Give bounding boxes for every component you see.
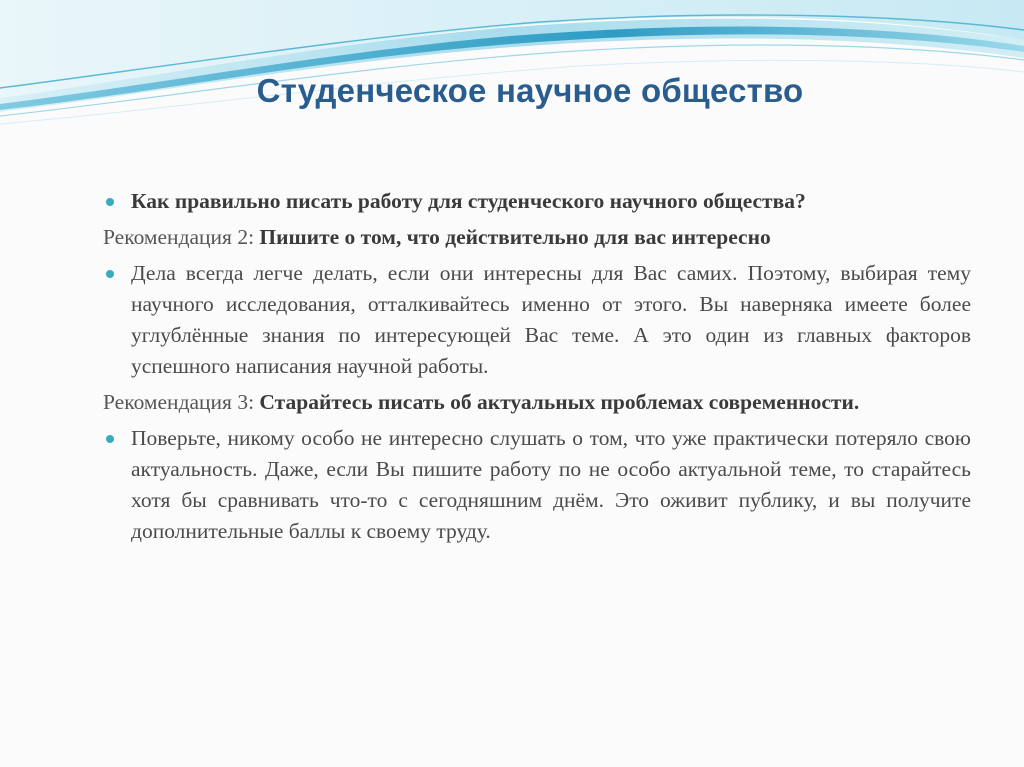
paragraph-text: Поверьте, никому особо не интересно слушать о том, что уже практически потеряло свою актуальность. Даже, если Вы пишите работу по не особо актуальной теме, то старайтесь хотя бы сравнивать что-то с сегодняшним днём. Это оживит публику, и вы получите дополнительные баллы к своему труду. <box>131 426 971 543</box>
recommendation-label: Рекомендация 3: <box>103 390 260 414</box>
list-item <box>103 258 971 382</box>
recommendation-2 <box>103 222 971 253</box>
recommendation-label: Рекомендация 2: <box>103 225 260 249</box>
recommendation-3 <box>103 387 971 418</box>
round-bullet-icon <box>106 435 114 443</box>
recommendation-text: Пишите о том, что действительно для вас интересно <box>259 225 771 249</box>
paragraph-text: Дела всегда легче делать, если они интересны для Вас самих. Поэтому, выбирая тему научного исследования, отталкивайтесь именно от этого. Вы наверняка имеете более углублённые знания по интересующей Вас теме. А это один из главных факторов успешного написания научной работы. <box>131 261 971 378</box>
round-bullet-icon <box>106 270 114 278</box>
slide-content <box>103 186 971 552</box>
question-text: Как правильно писать работу для студенческого научного общества? <box>131 189 806 213</box>
round-bullet-icon <box>106 198 114 206</box>
page-title: Студенческое научное общество <box>256 72 804 109</box>
list-item <box>103 423 971 547</box>
list-item <box>103 186 971 217</box>
recommendation-text: Старайтесь писать об актуальных проблемах современности. <box>259 390 860 414</box>
